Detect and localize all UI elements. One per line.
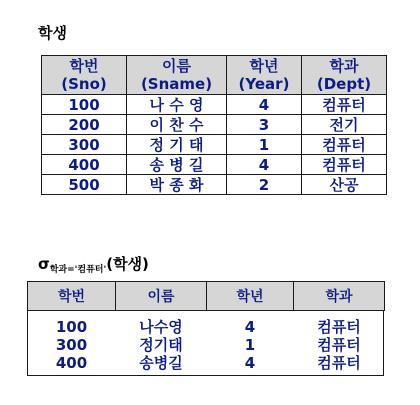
table-row — [28, 336, 385, 354]
cell-sname: 나 수 영 — [127, 95, 227, 115]
result-header-sname: 이름 — [116, 282, 207, 311]
result-table-header-row — [28, 282, 385, 311]
cell-sname: 송 병 길 — [127, 155, 227, 175]
cell-sname: 나수영 — [139, 318, 183, 336]
sigma-symbol: σ — [38, 255, 50, 273]
cell-year: 1 — [227, 135, 302, 155]
table-row — [42, 175, 387, 195]
cell-year: 4 — [227, 155, 302, 175]
cell-dept: 컴퓨터 — [302, 155, 387, 175]
selection-expression — [38, 253, 149, 274]
header-sname: 이름 (Sname) — [127, 56, 227, 95]
table-row — [28, 311, 385, 337]
cell-year: 4 — [244, 318, 256, 336]
cell-sname: 정 기 태 — [127, 135, 227, 155]
student-table — [41, 55, 387, 195]
cell-year: 3 — [227, 115, 302, 135]
cell-sno: 500 — [42, 175, 127, 195]
selection-condition: 학과='컴퓨터' — [49, 265, 107, 275]
cell-dept: 컴퓨터 — [317, 354, 361, 372]
table-row — [42, 115, 387, 135]
result-header-year: 학년 — [207, 282, 294, 311]
selection-relation: (학생) — [106, 255, 149, 273]
cell-dept: 컴퓨터 — [317, 336, 361, 354]
cell-sno: 100 — [42, 95, 127, 115]
cell-sno: 300 — [42, 135, 127, 155]
cell-sno: 400 — [55, 354, 88, 372]
cell-sno: 300 — [55, 336, 88, 354]
table-row — [42, 155, 387, 175]
cell-dept: 컴퓨터 — [317, 318, 361, 336]
cell-sno: 200 — [42, 115, 127, 135]
table-caption: 학생 — [38, 24, 67, 42]
cell-sno: 400 — [42, 155, 127, 175]
cell-sname: 박 종 화 — [127, 175, 227, 195]
result-table — [27, 281, 385, 372]
header-year: 학년 (Year) — [227, 56, 302, 95]
cell-sname: 이 찬 수 — [127, 115, 227, 135]
table-row — [42, 135, 387, 155]
cell-dept: 컴퓨터 — [302, 135, 387, 155]
cell-dept: 전기 — [302, 115, 387, 135]
cell-sno: 100 — [55, 318, 88, 336]
cell-year: 2 — [227, 175, 302, 195]
table-row — [42, 95, 387, 115]
cell-year: 1 — [244, 336, 256, 354]
cell-year: 4 — [227, 95, 302, 115]
header-dept: 학과 (Dept) — [302, 56, 387, 95]
cell-dept: 산공 — [302, 175, 387, 195]
cell-sname: 정기태 — [139, 336, 183, 354]
result-header-dept: 학과 — [294, 282, 385, 311]
header-sno: 학번 (Sno) — [42, 56, 127, 95]
student-table-header-row — [42, 56, 387, 95]
cell-year: 4 — [244, 354, 256, 372]
cell-sname: 송병길 — [139, 354, 183, 372]
result-header-sno: 학번 — [28, 282, 116, 311]
cell-dept: 컴퓨터 — [302, 95, 387, 115]
table-row — [28, 354, 385, 372]
